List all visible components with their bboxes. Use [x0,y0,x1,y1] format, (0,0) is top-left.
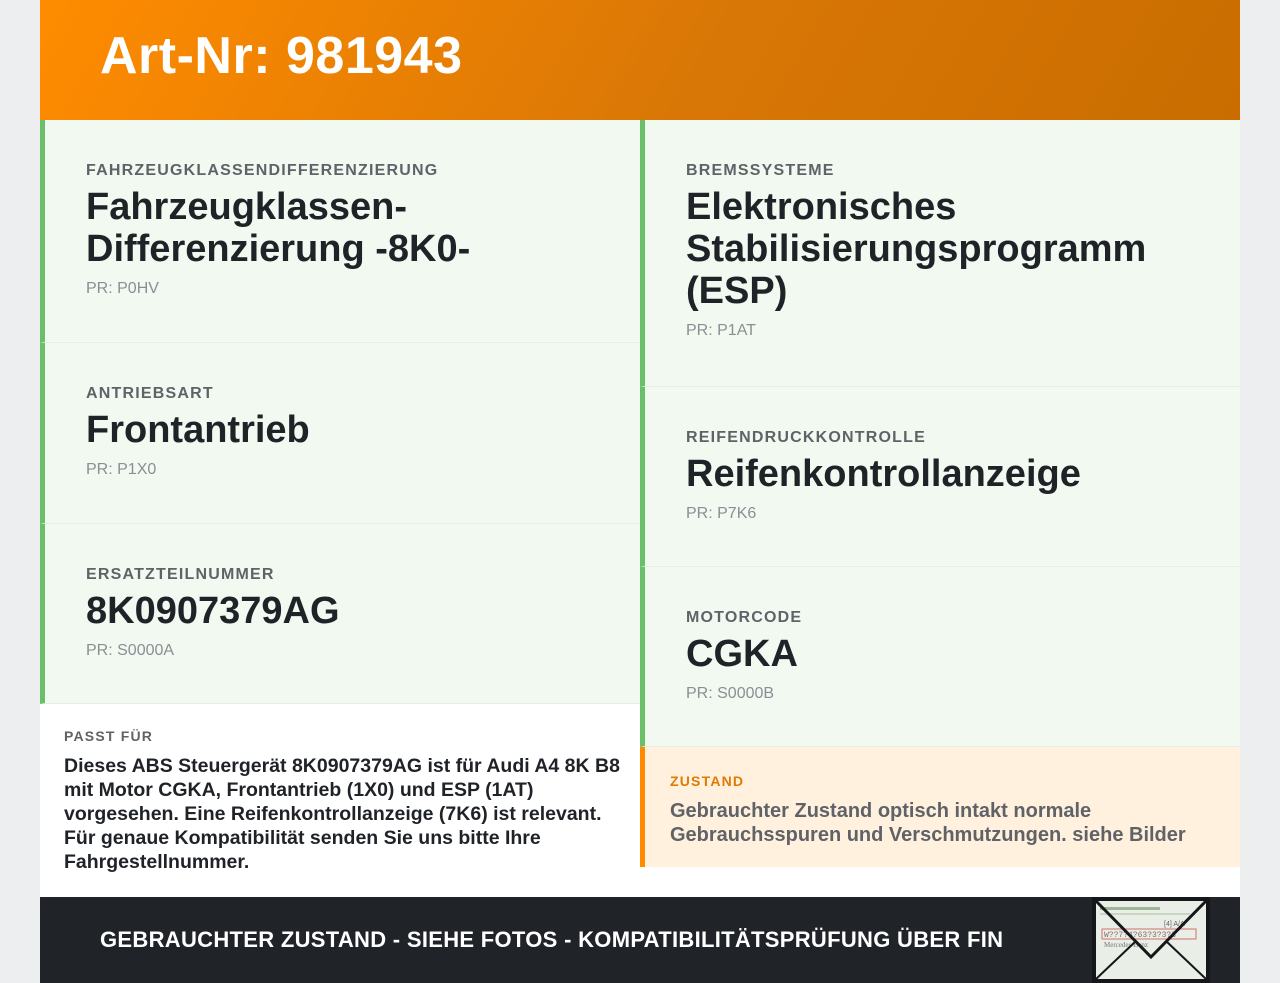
spec-card-motorcode [640,567,1240,747]
spec-card-antriebsart [40,343,640,524]
spec-value: CGKA [686,633,798,675]
thumbnail-brand: Mercedes-Benz [1104,941,1148,949]
spec-value: Elektronisches Stabilisierungsprogramm (ESP) [686,186,1147,312]
compatibility-label: PASST FÜR [64,728,154,744]
footer-text: GEBRAUCHTER ZUSTAND - SIEHE FOTOS - KOMPATIBILITÄTSPRÜFUNG ÜBER FIN [100,927,1004,952]
envelope-icon [1094,899,1208,981]
spec-value: Reifenkontrollanzeige [686,453,1081,495]
header-banner [40,0,1240,120]
spec-pr-code: PR: P0HV [86,280,159,297]
spec-card-reifendruckkontrolle [640,387,1240,567]
spec-pr-code: PR: P1X0 [86,461,157,478]
article-number-title: Art-Nr: 981943 [100,27,463,85]
spec-pr-code: PR: S0000B [686,685,775,702]
spec-card-bremssysteme [640,120,1240,387]
vehicle-document-thumbnail[interactable] [1092,897,1210,983]
spec-label: ANTRIEBSART [86,385,214,402]
spec-pr-code: PR: P1AT [686,322,756,339]
spec-label: REIFENDRUCKKONTROLLE [686,429,926,446]
spec-pr-code: PR: S0000A [86,642,175,659]
thumbnail-digits: [4] A/A [1164,921,1185,928]
spec-value: 8K0907379AG [86,590,340,632]
footer-bar [40,897,1240,983]
condition-section [640,747,1240,867]
condition-label: ZUSTAND [670,773,745,789]
spec-card-fahrzeugklasse [40,120,640,343]
spec-label: FAHRZEUGKLASSENDIFFERENZIERUNG [86,162,439,179]
condition-text: Gebrauchter Zustand optisch intakt normale Gebrauchsspuren und Verschmutzungen. siehe Bilder [670,800,1186,846]
spec-label: ERSATZTEILNUMMER [86,566,275,583]
compatibility-text: Dieses ABS Steuergerät 8K0907379AG ist für Audi A4 8K B8 mit Motor CGKA, Frontantrieb (1X0) und ESP (1AT) vorgesehen. Eine Reifenkontrollanzeige (7K6) ist relevant. Für genaue Kompatibilität senden Sie uns bitte Ihre Fahrgestellnummer. [64,755,620,873]
spec-pr-code: PR: P7K6 [686,505,757,522]
spec-label: MOTORCODE [686,609,803,626]
thumbnail-vin: W??7?4?63?3?3?3 [1104,931,1177,940]
spec-value: Fahrzeugklassen-Differenzierung -8K0- [86,186,471,270]
spec-value: Frontantrieb [86,409,310,451]
compatibility-section [40,704,640,897]
left-column [40,120,640,704]
right-column [640,120,1240,747]
spec-label: BREMSSYSTEME [686,162,835,179]
spec-card-ersatzteilnummer [40,524,640,704]
product-sheet [40,0,1240,983]
